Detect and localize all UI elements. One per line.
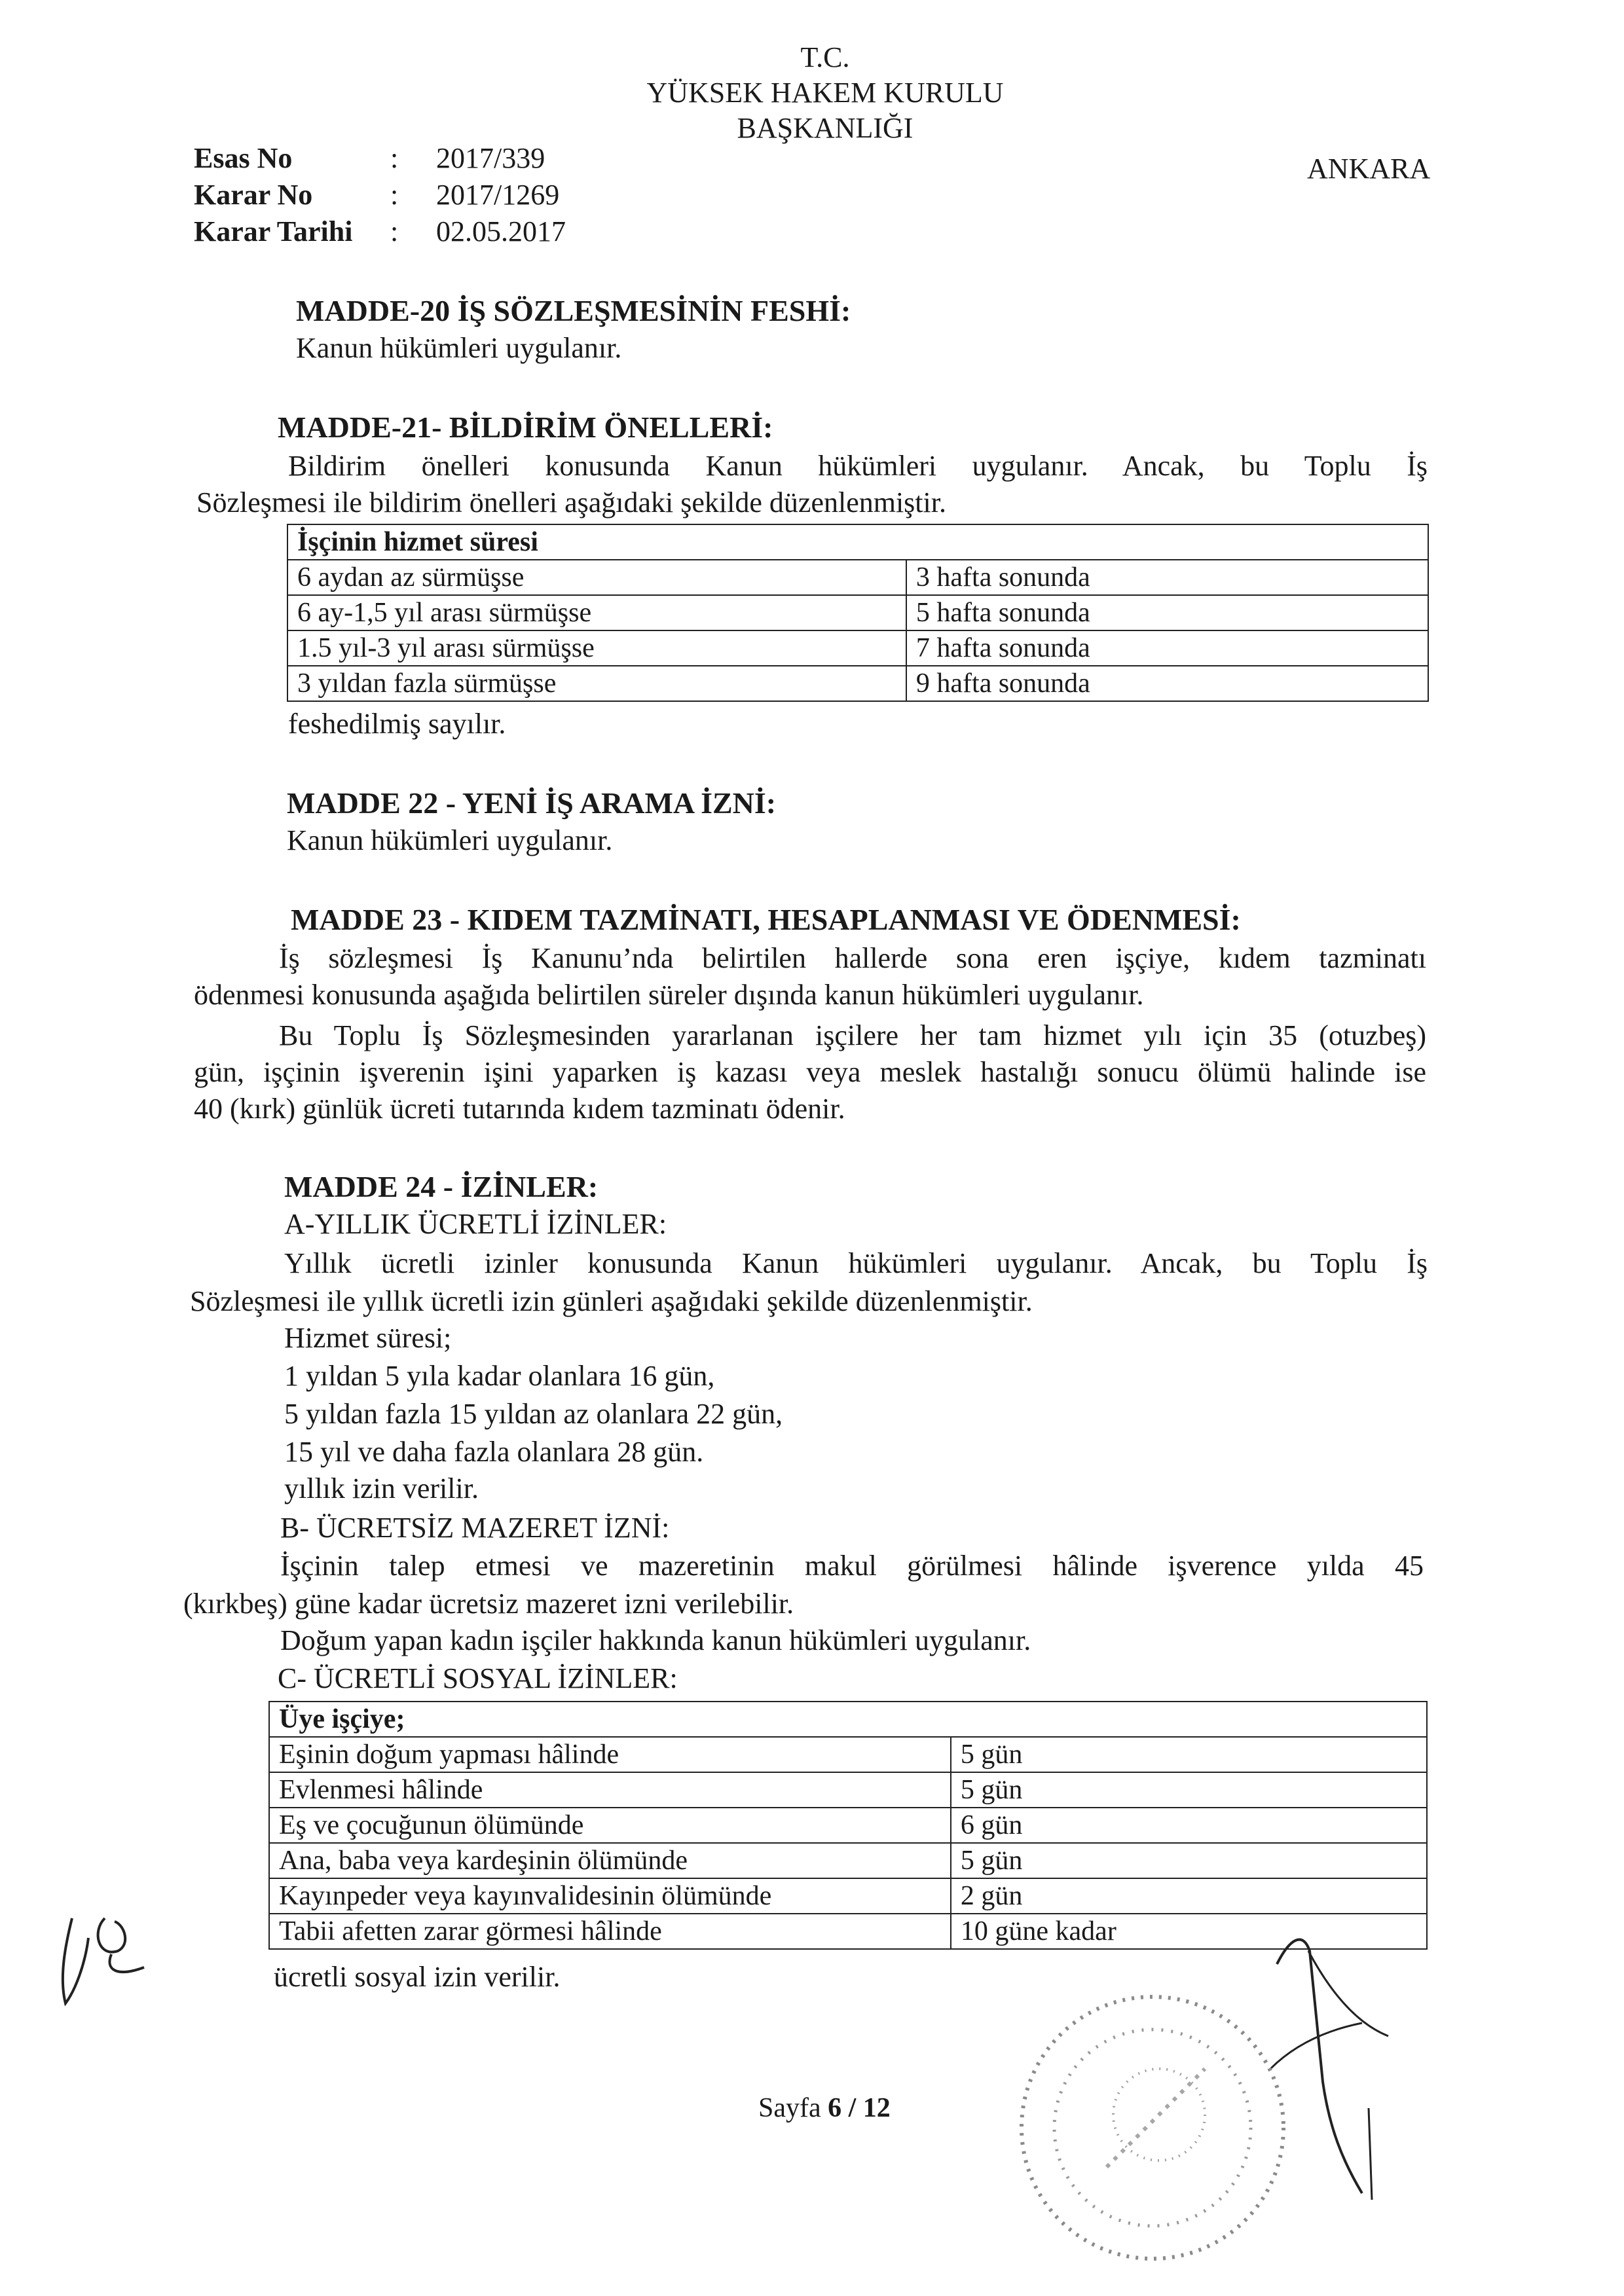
meta-label: Karar Tarihi (194, 215, 353, 247)
meta-sep: : (390, 142, 399, 174)
m24-list-line: yıllık izin verilir. (284, 1472, 479, 1504)
meta-value: 02.05.2017 (436, 215, 566, 247)
leave-reason-cell: Evlenmesi hâlinde (269, 1772, 951, 1808)
meta-sep: : (390, 179, 399, 211)
leave-days-cell: 5 gün (951, 1737, 1427, 1772)
leave-days-cell: 5 gün (951, 1772, 1427, 1808)
m24-after-text: ücretli sosyal izin verilir. (274, 1961, 561, 1993)
m20-text: Kanun hükümleri uygulanır. (296, 332, 622, 364)
meta-sep: : (390, 215, 399, 247)
m24-list-line: 1 yıldan 5 yıla kadar olanlara 16 gün, (284, 1360, 715, 1392)
page-prefix: Sayfa (758, 2093, 821, 2123)
table-row (287, 560, 1428, 595)
table-header: İşçinin hizmet süresi (287, 524, 1428, 560)
table-row (269, 1878, 1427, 1914)
leave-reason-cell: Eş ve çocuğunun ölümünde (269, 1808, 951, 1843)
header-tc: T.C. (800, 41, 850, 73)
meta-value: 2017/1269 (436, 179, 560, 211)
notice-period-cell: 7 hafta sonunda (906, 630, 1428, 666)
leave-reason-cell: Tabii afetten zarar görmesi hâlinde (269, 1914, 951, 1949)
table-row (269, 1772, 1427, 1808)
m24-list-line: 5 yıldan fazla 15 yıldan az olanlara 22 gün, (284, 1398, 783, 1430)
leave-days-cell: 2 gün (951, 1878, 1427, 1914)
m24-para-line: Sözleşmesi ile yıllık ücretli izin günleri aşağıdaki şekilde düzenlenmiştir. (190, 1285, 1033, 1317)
m21-after-text: feshedilmiş sayılır. (288, 708, 506, 740)
header-institution: YÜKSEK HAKEM KURULU (646, 77, 1004, 109)
m23-para-line: gün, işçinin işverenin işini yaparken iş kazası veya meslek hastalığı sonucu ölümü halinde ise (194, 1056, 1426, 1088)
table-row (287, 630, 1428, 666)
meta-label: Esas No (194, 142, 293, 174)
leave-reason-cell: Kayınpeder veya kayınvalidesinin ölümünde (269, 1878, 951, 1914)
m23-para-line: Bu Toplu İş Sözleşmesinden yararlanan işçilere her tam hizmet yılı için 35 (otuzbeş) (279, 1019, 1426, 1051)
m24-para-line: İşçinin talep etmesi ve mazeretinin makul görülmesi hâlinde işverence yılda 45 (280, 1550, 1424, 1582)
leave-days-cell: 10 güne kadar (951, 1914, 1427, 1949)
page-number (758, 2092, 891, 2124)
m24-para-line: Yıllık ücretli izinler konusunda Kanun hükümleri uygulanır. Ancak, bu Toplu İş (284, 1247, 1428, 1279)
leave-reason-cell: Eşinin doğum yapması hâlinde (269, 1737, 951, 1772)
m24-list-line: 15 yıl ve daha fazla olanlara 28 gün. (284, 1436, 704, 1468)
leave-days-cell: 5 gün (951, 1843, 1427, 1878)
m24-subheading-c: C- ÜCRETLİ SOSYAL İZİNLER: (278, 1662, 678, 1694)
service-duration-cell: 3 yıldan fazla sürmüşse (287, 666, 906, 701)
header-city: ANKARA (1307, 153, 1431, 185)
leave-reason-cell: Ana, baba veya kardeşinin ölümünde (269, 1843, 951, 1878)
m22-text: Kanun hükümleri uygulanır. (287, 824, 613, 856)
meta-label: Karar No (194, 179, 313, 211)
m21-heading: MADDE-21- BİLDİRİM ÖNELLERİ: (278, 410, 773, 444)
table-row (269, 1737, 1427, 1772)
header-presidency: BAŞKANLIĞI (737, 112, 913, 144)
notice-period-cell: 9 hafta sonunda (906, 666, 1428, 701)
notice-period-cell: 5 hafta sonunda (906, 595, 1428, 630)
service-duration-cell: 6 ay-1,5 yıl arası sürmüşse (287, 595, 906, 630)
m24-heading: MADDE 24 - İZİNLER: (284, 1170, 599, 1203)
table-row (269, 1843, 1427, 1878)
table-header: Üye işçiye; (269, 1702, 1427, 1737)
table-row (287, 666, 1428, 701)
m24-list-line: Hizmet süresi; (284, 1322, 452, 1354)
initials-signature-icon (46, 1892, 164, 2023)
service-duration-cell: 1.5 yıl-3 yıl arası sürmüşse (287, 630, 906, 666)
meta-value: 2017/339 (436, 142, 545, 174)
m24-para-line: (kırkbeş) güne kadar ücretsiz mazeret izni verilebilir. (183, 1588, 794, 1620)
m21-para-line: Sözleşmesi ile bildirim önelleri aşağıdaki şekilde düzenlenmiştir. (196, 486, 946, 519)
m24-subheading-b: B- ÜCRETSİZ MAZERET İZNİ: (280, 1512, 670, 1544)
page-count: 6 / 12 (828, 2093, 891, 2123)
m23-para-line: İş sözleşmesi İş Kanunu’nda belirtilen hallerde sona eren işçiye, kıdem tazminatı (279, 942, 1426, 974)
m20-heading: MADDE-20 İŞ SÖZLEŞMESİNİN FESHİ: (296, 294, 851, 327)
notice-period-table (287, 524, 1429, 702)
m21-para-line: Bildirim önelleri konusunda Kanun hükümleri uygulanır. Ancak, bu Toplu İş (288, 450, 1428, 482)
official-seal-icon (1008, 1984, 1297, 2272)
m24-subheading-a: A-YILLIK ÜCRETLİ İZİNLER: (284, 1208, 667, 1240)
table-row (269, 1808, 1427, 1843)
leave-days-cell: 6 gün (951, 1808, 1427, 1843)
m23-heading: MADDE 23 - KIDEM TAZMİNATI, HESAPLANMASI VE ÖDENMESİ: (291, 903, 1241, 936)
m22-heading: MADDE 22 - YENİ İŞ ARAMA İZNİ: (287, 786, 777, 820)
m23-para-line: ödenmesi konusunda aşağıda belirtilen süreler dışında kanun hükümleri uygulanır. (194, 979, 1144, 1011)
notice-period-cell: 3 hafta sonunda (906, 560, 1428, 595)
m24-para-line: Doğum yapan kadın işçiler hakkında kanun hükümleri uygulanır. (280, 1624, 1031, 1656)
table-row (287, 595, 1428, 630)
service-duration-cell: 6 aydan az sürmüşse (287, 560, 906, 595)
m23-para-line: 40 (kırk) günlük ücreti tutarında kıdem tazminatı ödenir. (194, 1093, 845, 1125)
